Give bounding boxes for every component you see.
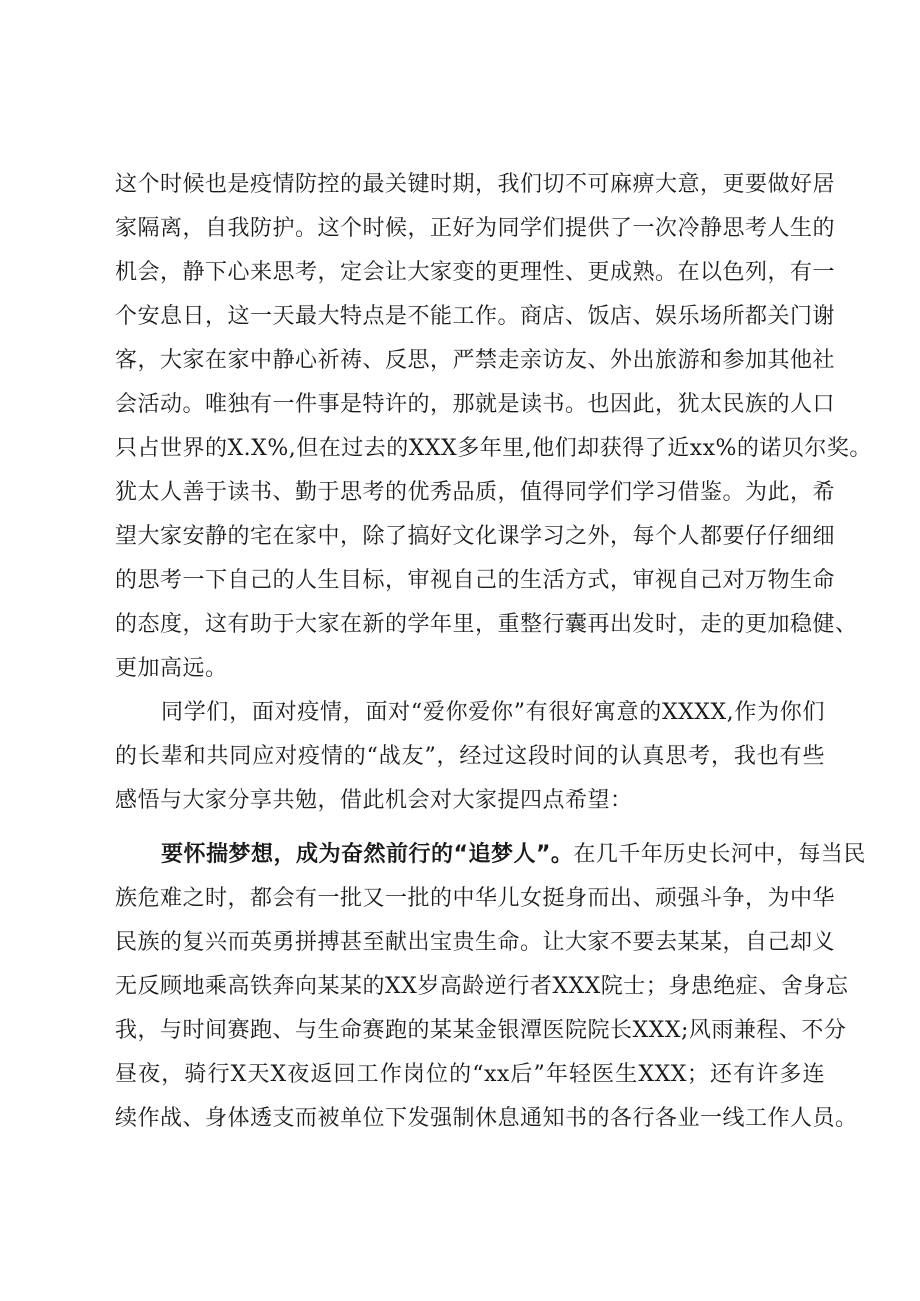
text-line: 这个时候也是疫情防控的最关键时期，我们切不可麻痹大意，更要做好居	[115, 172, 836, 197]
text-line: 民族的复兴而英勇拼搏甚至献出宝贵生命。让大家不要去某某，自己却义	[115, 930, 836, 955]
text-line: 犹太人善于读书、勤于思考的优秀品质，值得同学们学习借鉴。为此，希	[115, 480, 836, 505]
text-line: 族危难之时，都会有一批又一批的中华儿女挺身而出、顽强斗争，为中华	[115, 886, 836, 911]
text-line: 只占世界的X.X%,但在过去的XXX多年里,他们却获得了近xx%的诺贝尔奖。	[115, 436, 872, 461]
text-line: 机会，静下心来思考，定会让大家变的更理性、更成熟。在以色列，有一	[115, 260, 836, 285]
text-line: 更加高远。	[115, 656, 228, 681]
text-line: 续作战、身体透支而被单位下发强制休息通知书的各行各业一线工作人员。	[115, 1106, 858, 1131]
text-line: 无反顾地乘高铁奔向某某的XX岁高龄逆行者XXX院士；身患绝症、舍身忘	[115, 974, 849, 999]
section-heading: 要怀揣梦想，成为奋然前行的“追梦人”。	[161, 842, 574, 867]
text-line: 同学们，面对疫情，面对“爱你爱你”有很好寓意的XXXX,作为你们	[161, 700, 825, 725]
text-line: 会活动。唯独有一件事是特许的，那就是读书。也因此，犹太民族的人口	[115, 392, 836, 417]
text-line: 昼夜，骑行X天X夜返回工作岗位的“xx后”年轻医生XXX；还有许多连	[115, 1062, 825, 1087]
text-line: 客，大家在家中静心祈祷、反思，严禁走亲访友、外出旅游和参加其他社	[115, 348, 836, 373]
text-line: 望大家安静的宅在家中，除了搞好文化课学习之外，每个人都要仔仔细细	[115, 524, 836, 549]
text-span: 在几千年历史长河中，每当民	[573, 842, 866, 867]
text-line: 的思考一下自己的人生目标，审视自己的生活方式，审视自己对万物生命	[115, 568, 836, 593]
text-line: 的长辈和共同应对疫情的“战友”，经过这段时间的认真思考，我也有些	[115, 744, 825, 769]
text-line: 我，与时间赛跑、与生命赛跑的某某金银潭医院院长XXX;风雨兼程、不分	[115, 1018, 847, 1043]
text-line: 的态度，这有助于大家在新的学年里，重整行囊再出发时，走的更加稳健、	[115, 612, 858, 637]
text-line: 家隔离，自我防护。这个时候，正好为同学们提供了一次冷静思考人生的	[115, 216, 836, 241]
text-line	[161, 840, 866, 870]
text-line: 个安息日，这一天最大特点是不能工作。商店、饭店、娱乐场所都关门谢	[115, 304, 836, 329]
text-line: 感悟与大家分享共勉，借此机会对大家提四点希望：	[115, 788, 633, 813]
